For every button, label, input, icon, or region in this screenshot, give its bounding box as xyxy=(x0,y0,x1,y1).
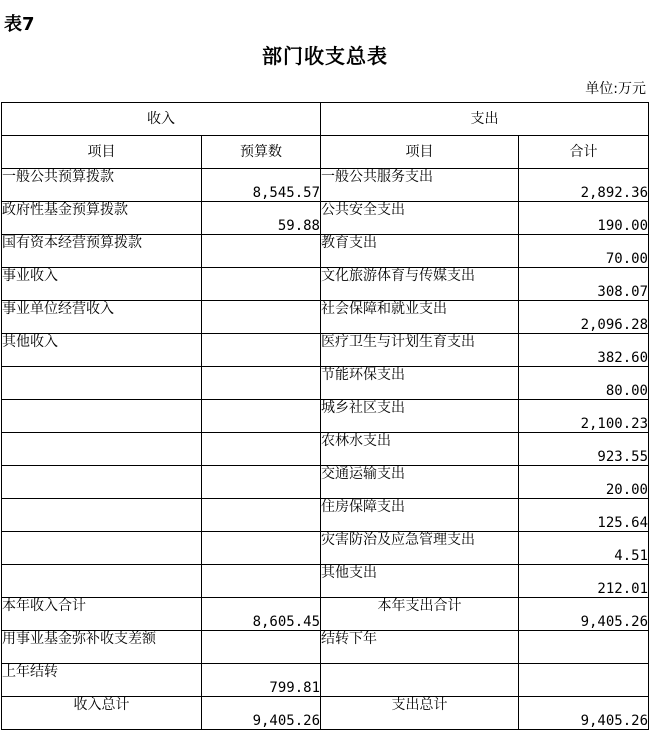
year-total-row xyxy=(2,598,649,631)
income-amount-cell xyxy=(202,466,321,499)
expense-grand-total-label: 支出总计 xyxy=(321,697,519,730)
grand-total-row xyxy=(2,697,649,730)
expense-amount-cell: 190.00 xyxy=(519,202,649,235)
income-item-cell xyxy=(2,466,202,499)
income-amount-cell xyxy=(202,532,321,565)
table-number: 表7 xyxy=(4,14,35,35)
group-header-row xyxy=(2,103,649,136)
expense-item-cell: 一般公共服务支出 xyxy=(321,169,519,202)
prev-year-label: 上年结转 xyxy=(2,664,202,697)
prev-year-expense-value-blank xyxy=(519,664,649,697)
expense-amount-cell: 2,096.28 xyxy=(519,301,649,334)
income-amount-cell xyxy=(202,268,321,301)
expense-item-cell: 文化旅游体育与传媒支出 xyxy=(321,268,519,301)
carry-forward-value xyxy=(519,631,649,664)
expense-item-cell: 其他支出 xyxy=(321,565,519,598)
income-amount-header: 预算数 xyxy=(202,136,321,169)
expense-year-total-label: 本年支出合计 xyxy=(321,598,519,631)
page-title: 部门收支总表 xyxy=(262,44,388,68)
income-amount-cell xyxy=(202,301,321,334)
table-row xyxy=(2,466,649,499)
income-amount-cell xyxy=(202,499,321,532)
income-amount-cell: 59.88 xyxy=(202,202,321,235)
budget-table xyxy=(1,102,649,730)
expense-item-cell: 教育支出 xyxy=(321,235,519,268)
expense-group-header: 支出 xyxy=(321,103,649,136)
table-row xyxy=(2,334,649,367)
income-item-cell: 一般公共预算拨款 xyxy=(2,169,202,202)
unit-label: 单位:万元 xyxy=(585,81,646,97)
table-row xyxy=(2,235,649,268)
table-row xyxy=(2,268,649,301)
income-item-cell: 事业单位经营收入 xyxy=(2,301,202,334)
income-amount-cell xyxy=(202,334,321,367)
table-row xyxy=(2,202,649,235)
expense-amount-cell: 70.00 xyxy=(519,235,649,268)
column-header-row xyxy=(2,136,649,169)
expense-amount-cell: 212.01 xyxy=(519,565,649,598)
expense-item-cell: 农林水支出 xyxy=(321,433,519,466)
expense-item-cell: 住房保障支出 xyxy=(321,499,519,532)
expense-amount-cell: 923.55 xyxy=(519,433,649,466)
income-item-cell xyxy=(2,400,202,433)
income-amount-cell xyxy=(202,235,321,268)
table-row xyxy=(2,499,649,532)
carry-forward-label: 结转下年 xyxy=(321,631,519,664)
income-item-cell: 事业收入 xyxy=(2,268,202,301)
expense-amount-cell: 382.60 xyxy=(519,334,649,367)
income-item-cell: 其他收入 xyxy=(2,334,202,367)
income-year-total-label: 本年收入合计 xyxy=(2,598,202,631)
table-row xyxy=(2,169,649,202)
expense-item-cell: 节能环保支出 xyxy=(321,367,519,400)
expense-amount-cell: 308.07 xyxy=(519,268,649,301)
income-item-cell: 政府性基金预算拨款 xyxy=(2,202,202,235)
expense-grand-total-value: 9,405.26 xyxy=(519,697,649,730)
income-item-cell xyxy=(2,499,202,532)
expense-item-cell: 城乡社区支出 xyxy=(321,400,519,433)
expense-item-cell: 社会保障和就业支出 xyxy=(321,301,519,334)
income-item-header: 项目 xyxy=(2,136,202,169)
income-amount-cell xyxy=(202,400,321,433)
income-amount-cell xyxy=(202,367,321,400)
table-row xyxy=(2,532,649,565)
expense-amount-cell: 20.00 xyxy=(519,466,649,499)
expense-amount-cell: 2,892.36 xyxy=(519,169,649,202)
income-grand-total-value: 9,405.26 xyxy=(202,697,321,730)
fund-row xyxy=(2,631,649,664)
expense-year-total-value: 9,405.26 xyxy=(519,598,649,631)
income-amount-cell xyxy=(202,433,321,466)
prev-year-row xyxy=(2,664,649,697)
fund-label: 用事业基金弥补收支差额 xyxy=(2,631,202,664)
income-grand-total-label: 收入总计 xyxy=(2,697,202,730)
expense-item-cell: 灾害防治及应急管理支出 xyxy=(321,532,519,565)
expense-amount-cell: 80.00 xyxy=(519,367,649,400)
income-amount-cell: 8,545.57 xyxy=(202,169,321,202)
expense-item-header: 项目 xyxy=(321,136,519,169)
expense-amount-cell: 125.64 xyxy=(519,499,649,532)
expense-amount-header: 合计 xyxy=(519,136,649,169)
fund-value xyxy=(202,631,321,664)
expense-item-cell: 医疗卫生与计划生育支出 xyxy=(321,334,519,367)
income-item-cell xyxy=(2,433,202,466)
income-item-cell xyxy=(2,565,202,598)
expense-amount-cell: 4.51 xyxy=(519,532,649,565)
table-row xyxy=(2,400,649,433)
prev-year-expense-blank xyxy=(321,664,519,697)
income-amount-cell xyxy=(202,565,321,598)
table-row xyxy=(2,367,649,400)
table-row xyxy=(2,301,649,334)
income-year-total-value: 8,605.45 xyxy=(202,598,321,631)
income-item-cell xyxy=(2,367,202,400)
expense-amount-cell: 2,100.23 xyxy=(519,400,649,433)
table-row xyxy=(2,565,649,598)
income-item-cell: 国有资本经营预算拨款 xyxy=(2,235,202,268)
income-group-header: 收入 xyxy=(2,103,321,136)
expense-item-cell: 公共安全支出 xyxy=(321,202,519,235)
table-row xyxy=(2,433,649,466)
income-item-cell xyxy=(2,532,202,565)
expense-item-cell: 交通运输支出 xyxy=(321,466,519,499)
prev-year-value: 799.81 xyxy=(202,664,321,697)
